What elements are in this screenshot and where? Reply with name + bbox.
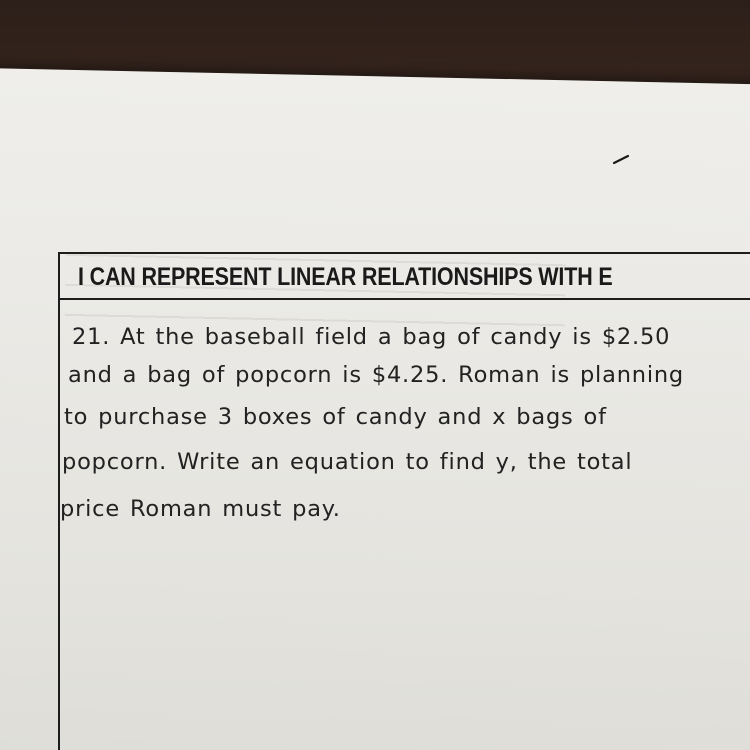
question-line: price Roman must pay. [60,496,341,522]
problem-box [58,252,750,750]
question-line: 21. At the baseball field a bag of candy is $2.50 [72,324,671,350]
question-line: and a bag of popcorn is $4.25. Roman is planning [68,362,685,388]
section-heading: I CAN REPRESENT LINEAR RELATIONSHIPS WITH E [78,263,613,291]
pen-mark [612,152,632,166]
question-line: to purchase 3 boxes of candy and x bags of [64,404,607,430]
question-line: popcorn. Write an equation to find y, the total [62,449,633,475]
header-row [60,254,750,300]
